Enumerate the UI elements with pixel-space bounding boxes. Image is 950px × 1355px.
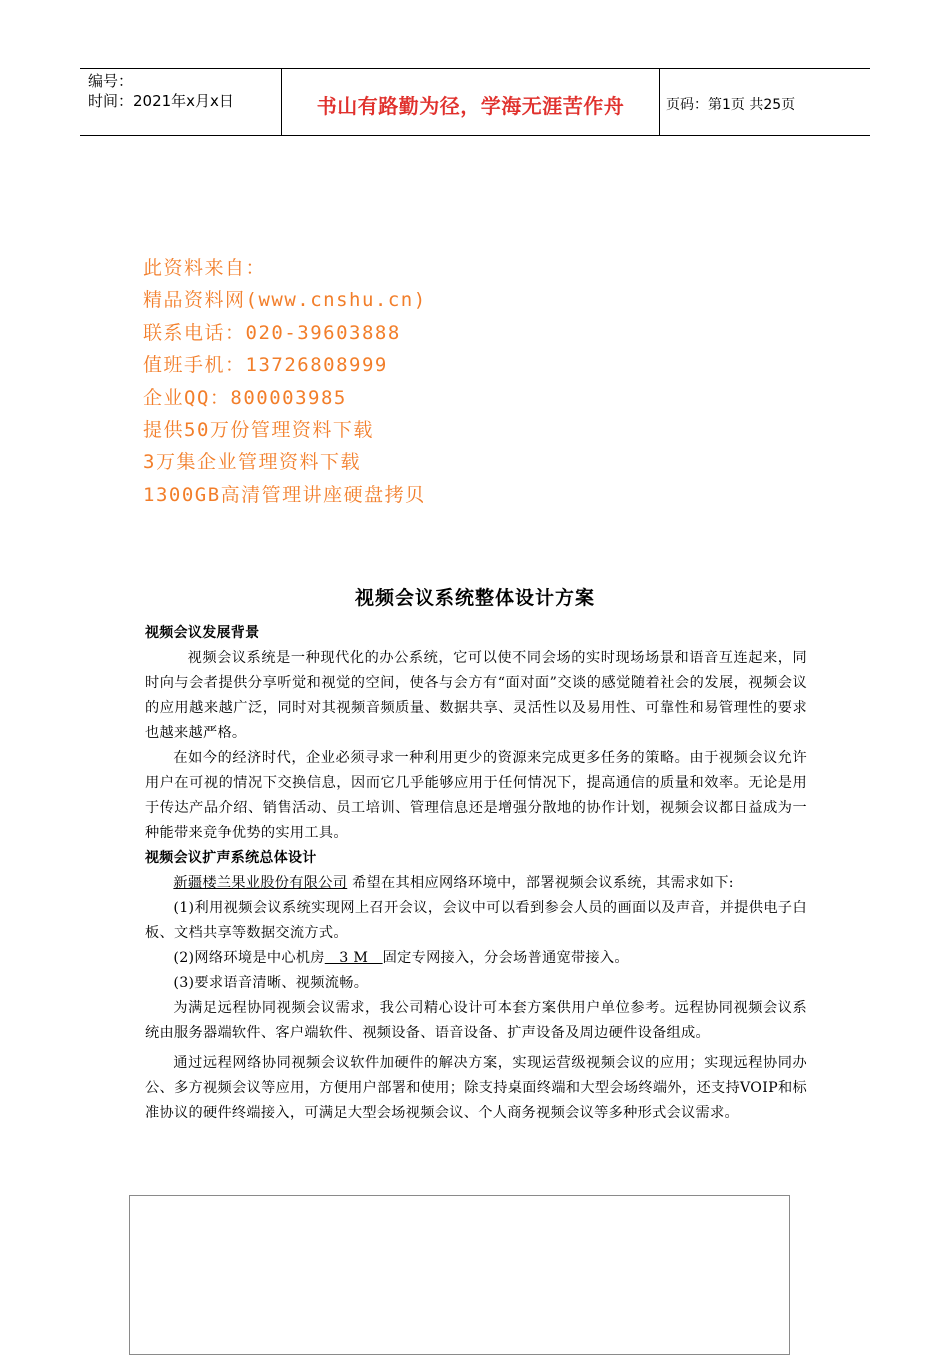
header-meta	[80, 69, 282, 135]
requirement-item: (3)要求语音清晰、视频流畅。	[173, 975, 369, 991]
header-motto: 书山有路勤为径，学海无涯苦作舟	[282, 69, 660, 135]
source-line: 提供50万份管理资料下载	[143, 419, 374, 442]
paragraph: 视频会议系统是一种现代化的办公系统，它可以使不同会场的实时现场场景和语音互连起来，同时向与会者提供分享听觉和视觉的空间，使各与会方有“面对面”交谈的感觉随着社会的发展，视频会议的应用越来越广泛，同时对其视频音频质量、数据共享、灵活性以及易用性、可靠性和易管理性的要求也越来越严格。	[145, 650, 807, 741]
source-line: 联系电话：020-39603888	[143, 321, 401, 344]
bandwidth-value: 3 M	[324, 950, 383, 966]
requirement-text: 固定专网接入，分会场普通宽带接入。	[382, 950, 629, 966]
figure-frame	[129, 1195, 790, 1355]
source-line: 值班手机：13726808999	[143, 354, 388, 377]
source-line: 3万集企业管理资料下载	[143, 451, 361, 474]
document-body	[145, 621, 807, 1126]
source-line: 此资料来自：	[143, 257, 267, 279]
source-line: 1300GB高清管理讲座硬盘拷贝	[143, 483, 426, 506]
paragraph: 通过远程网络协同视频会议软件加硬件的解决方案，实现运营级视频会议的应用；实现远程协同办公、多方视频会议等应用，方便用户部署和使用；除支持桌面终端和大型会场终端外，还支持VOIP和标准协议的硬件终端接入，可满足大型会场视频会议、个人商务视频会议等多种形式会议需求。	[145, 1055, 807, 1121]
document-time-label: 时间：2021年x月x日	[88, 92, 234, 110]
paragraph: 在如今的经济时代，企业必须寻求一种利用更少的资源来完成更多任务的策略。由于视频会议允许用户在可视的情况下交换信息，因而它几乎能够应用于任何情况下，提高通信的质量和效率。无论是用于传达产品介绍、销售活动、员工培训、管理信息还是增强分散地的协作计划，视频会议都日益成为一种能带来竞争优势的实用工具。	[145, 750, 807, 841]
page-number-label: 页码：第1页 共25页	[666, 97, 796, 113]
requirement-item: (1)利用视频会议系统实现网上召开会议，会议中可以看到参会人员的画面以及声音，并提供电子白板、文档共享等数据交流方式。	[145, 900, 807, 941]
source-line: 精品资料网(www.cnshu.cn)	[143, 289, 427, 312]
paragraph	[145, 871, 807, 896]
requirement-item	[145, 946, 807, 971]
requirement-text: (2)网络环境是中心机房	[173, 950, 325, 966]
source-line: 企业QQ：800003985	[143, 386, 347, 409]
paragraph: 为满足远程协同视频会议需求，我公司精心设计可本套方案供用户单位参考。远程协同视频会议系统由服务器端软件、客户端软件、视频设备、语音设备、扩声设备及周边硬件设备组成。	[145, 1000, 807, 1041]
source-info	[143, 252, 427, 511]
document-number-label: 编号：	[88, 72, 134, 90]
page-header	[80, 68, 870, 136]
section-heading: 视频会议发展背景	[145, 625, 260, 641]
requirement-intro: 希望在其相应网络环境中，部署视频会议系统，其需求如下:	[352, 875, 734, 891]
company-name: 新疆楼兰果业股份有限公司	[173, 875, 348, 891]
section-heading: 视频会议扩声系统总体设计	[145, 850, 317, 866]
document-title: 视频会议系统整体设计方案	[354, 587, 595, 609]
